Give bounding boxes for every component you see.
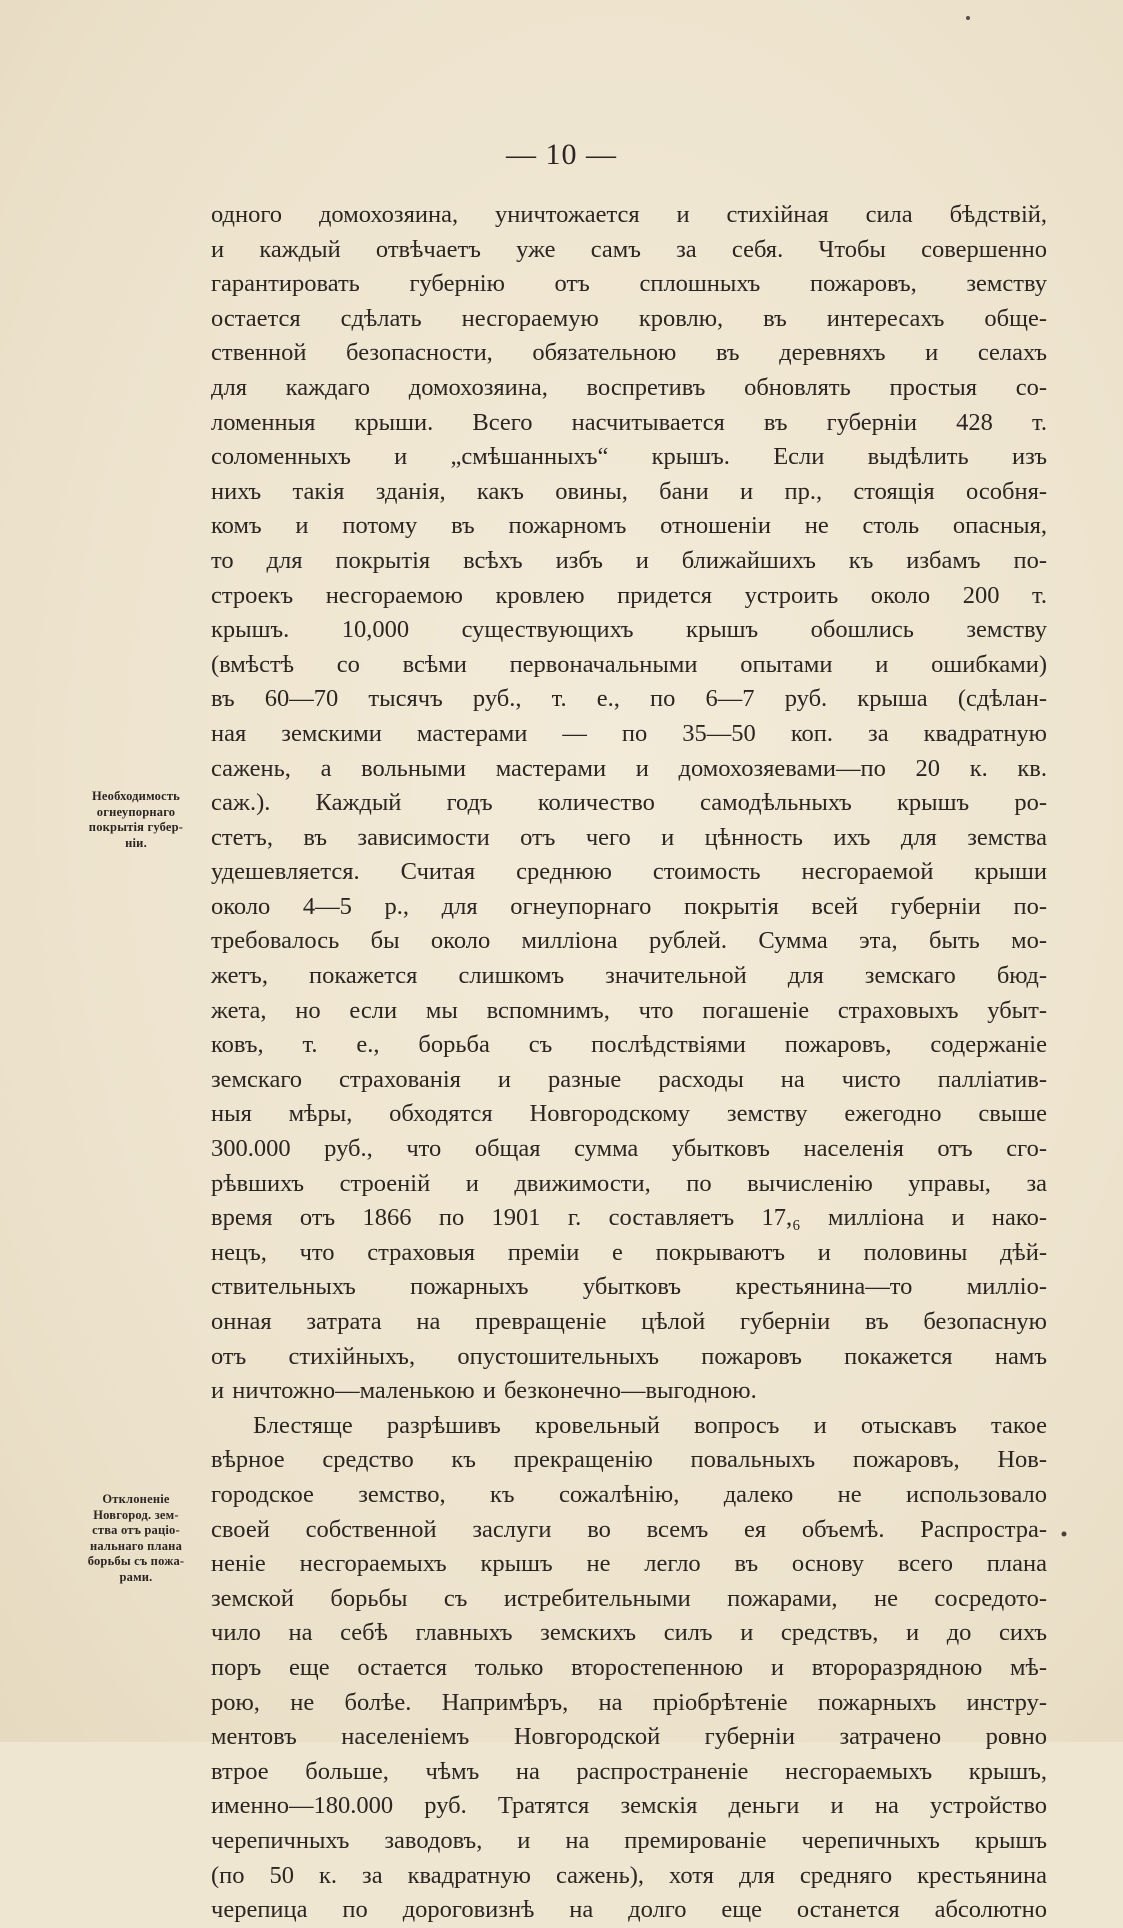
text-line: чило на себѣ главныхъ земскихъ силъ и средствъ, и до сихъ [211,1619,1047,1647]
text-line: стетъ, въ зависимости отъ чего и цѣнность ихъ для земства [211,823,1047,851]
margin-note-line: Отклоненіе [102,1492,170,1506]
text-line: неніе несгораемыхъ крышъ не легло въ основу всего плана [211,1550,1047,1578]
text-line: гарантировать губернію отъ сплошныхъ пожаровъ, земству [211,270,1047,298]
text-line: (по 50 к. за квадратную сажень), хотя для средняго крестьянина [211,1861,1047,1889]
text-line: остается сдѣлать несгораемую кровлю, въ интересахъ обще- [211,304,1047,332]
text-line: въ 60—70 тысячъ руб., т. е., по 6—7 руб. крыша (сдѣлан- [211,685,1047,713]
text-line: поръ еще остается только второстепенною и второразрядною мѣ- [211,1653,1047,1681]
text-line: комъ и потому въ пожарномъ отношеніи не столь опасныя, [211,512,1047,540]
page-number: — 10 — [506,138,617,171]
text-line: сажень, а вольными мастерами и домохозяевами—по 20 к. кв. [211,754,1047,782]
text-line: именно—180.000 руб. Тратятся земскія деньги и на устройство [211,1792,1047,1820]
text-line: ныя мѣры, обходятся Новгородскому земству ежегодно свыше [211,1100,1047,1128]
text-line: ковъ, т. е., борьба съ послѣдствіями пожаровъ, содержаніе [211,1031,1047,1059]
text-line: рѣвшихъ строеній и движимости, по вычисленію управы, за [211,1169,1047,1197]
text-line: черепичныхъ заводовъ, и на премированіе черепичныхъ крышъ [211,1826,1047,1854]
text-line: крышъ. 10,000 существующихъ крышъ обошлись земству [211,616,1047,644]
text-line: Блестяще разрѣшивъ кровельный вопросъ и отыскавъ такое [253,1411,1047,1439]
text-line: требовалось бы около милліона рублей. Сумма эта, быть мо- [211,927,1047,955]
text-line: (вмѣстѣ со всѣми первоначальными опытами и ошибками) [211,650,1047,678]
text-line: отъ стихійныхъ, опустошительныхъ пожаровъ покажется намъ [211,1342,1047,1370]
text-line: строекъ несгораемою кровлею придется устроить около 200 т. [211,581,1047,609]
text-line: жета, но если мы вспомнимъ, что погашеніе страховыхъ убыт- [211,996,1047,1024]
text-line: ная земскими мастерами — по 35—50 коп. за квадратную [211,719,1047,747]
text-line: саж.). Каждый годъ количество самодѣльныхъ крышъ ро- [211,789,1047,817]
ink-speck [966,16,970,20]
text-line: черепица по дороговизнѣ на долго еще останется абсолютно [211,1896,1047,1924]
text-line: и каждый отвѣчаетъ уже самъ за себя. Чтобы совершенно [211,235,1047,263]
text-line: и ничтожно—маленькою и безконечно—выгодною. [211,1377,757,1405]
text-line: время отъ 1866 по 1901 г. составляетъ 17,₆ милліона и нако- [211,1204,1047,1232]
text-line: ственной безопасности, обязательною въ деревняхъ и селахъ [211,339,1047,367]
text-line: для каждаго домохозяина, воспретивъ обновлять простыя со- [211,373,1047,401]
text-line: рою, не болѣе. Напримѣръ, на пріобрѣтеніе пожарныхъ инстру- [211,1688,1047,1716]
text-line: вѣрное средство къ прекращенію повальныхъ пожаровъ, Нов- [211,1446,1047,1474]
margin-note-line: ніи. [125,835,147,850]
text-line: то для покрытія всѣхъ избъ и ближайшихъ къ избамъ по- [211,546,1047,574]
margin-note-line: рами. [119,1569,153,1584]
margin-note-deviation [62,1492,210,1585]
text-line: ствительныхъ пожарныхъ убытковъ крестьянина—то милліо- [211,1273,1047,1301]
margin-note-fireproofing [62,789,210,851]
ink-speck [1062,1532,1067,1537]
margin-note-line: нальнаго плана [89,1538,183,1553]
text-line: удешевляется. Считая среднюю стоимость несгораемой крыши [211,858,1047,886]
margin-note-line: Необходимость [92,789,180,803]
text-line: нихъ такія зданія, какъ овины, бани и пр., стоящія особня- [211,477,1047,505]
text-line: нецъ, что страховыя преміи е покрываютъ и половины дѣй- [211,1238,1047,1266]
text-line: ментовъ населеніемъ Новгородской губерніи затрачено ровно [211,1723,1047,1751]
text-line: земской борьбы съ истребительными пожарами, не сосредото- [211,1584,1047,1612]
text-line: около 4—5 р., для огнеупорнаго покрытія всей губерніи по- [211,892,1047,920]
text-line: соломенныхъ и „смѣшанныхъ“ крышъ. Если выдѣлить изъ [211,443,1047,471]
body-text [211,198,1047,1928]
text-line: 300.000 руб., что общая сумма убытковъ населенія отъ сго- [211,1135,1047,1163]
margin-note-line: Новгород. зем- [93,1507,179,1522]
text-line: ломенныя крыши. Всего насчитывается въ губерніи 428 т. [211,408,1047,436]
margin-note-line: ства отъ раціо- [92,1523,180,1537]
text-line: онная затрата на превращеніе цѣлой губерніи въ безопасную [211,1308,1047,1335]
text-line: земскаго страхованія и разные расходы на чисто палліатив- [211,1065,1047,1093]
text-line: городское земство, къ сожалѣнію, далеко не использовало [211,1480,1047,1508]
text-line: одного домохозяина, уничтожается и стихійная сила бѣдствій, [211,201,1047,228]
margin-note-line: борьбы съ пожа- [87,1554,185,1568]
text-line: жетъ, покажется слишкомъ значительной для земскаго бюд- [211,962,1047,990]
text-line: своей собственной заслуги во всемъ ея объемѣ. Распростра- [211,1515,1047,1543]
margin-note-line: огнеупорнаго [96,804,176,819]
text-line: втрое больше, чѣмъ на распространеніе несгораемыхъ крышъ, [211,1757,1047,1785]
margin-note-line: покрытія губер- [88,820,184,834]
